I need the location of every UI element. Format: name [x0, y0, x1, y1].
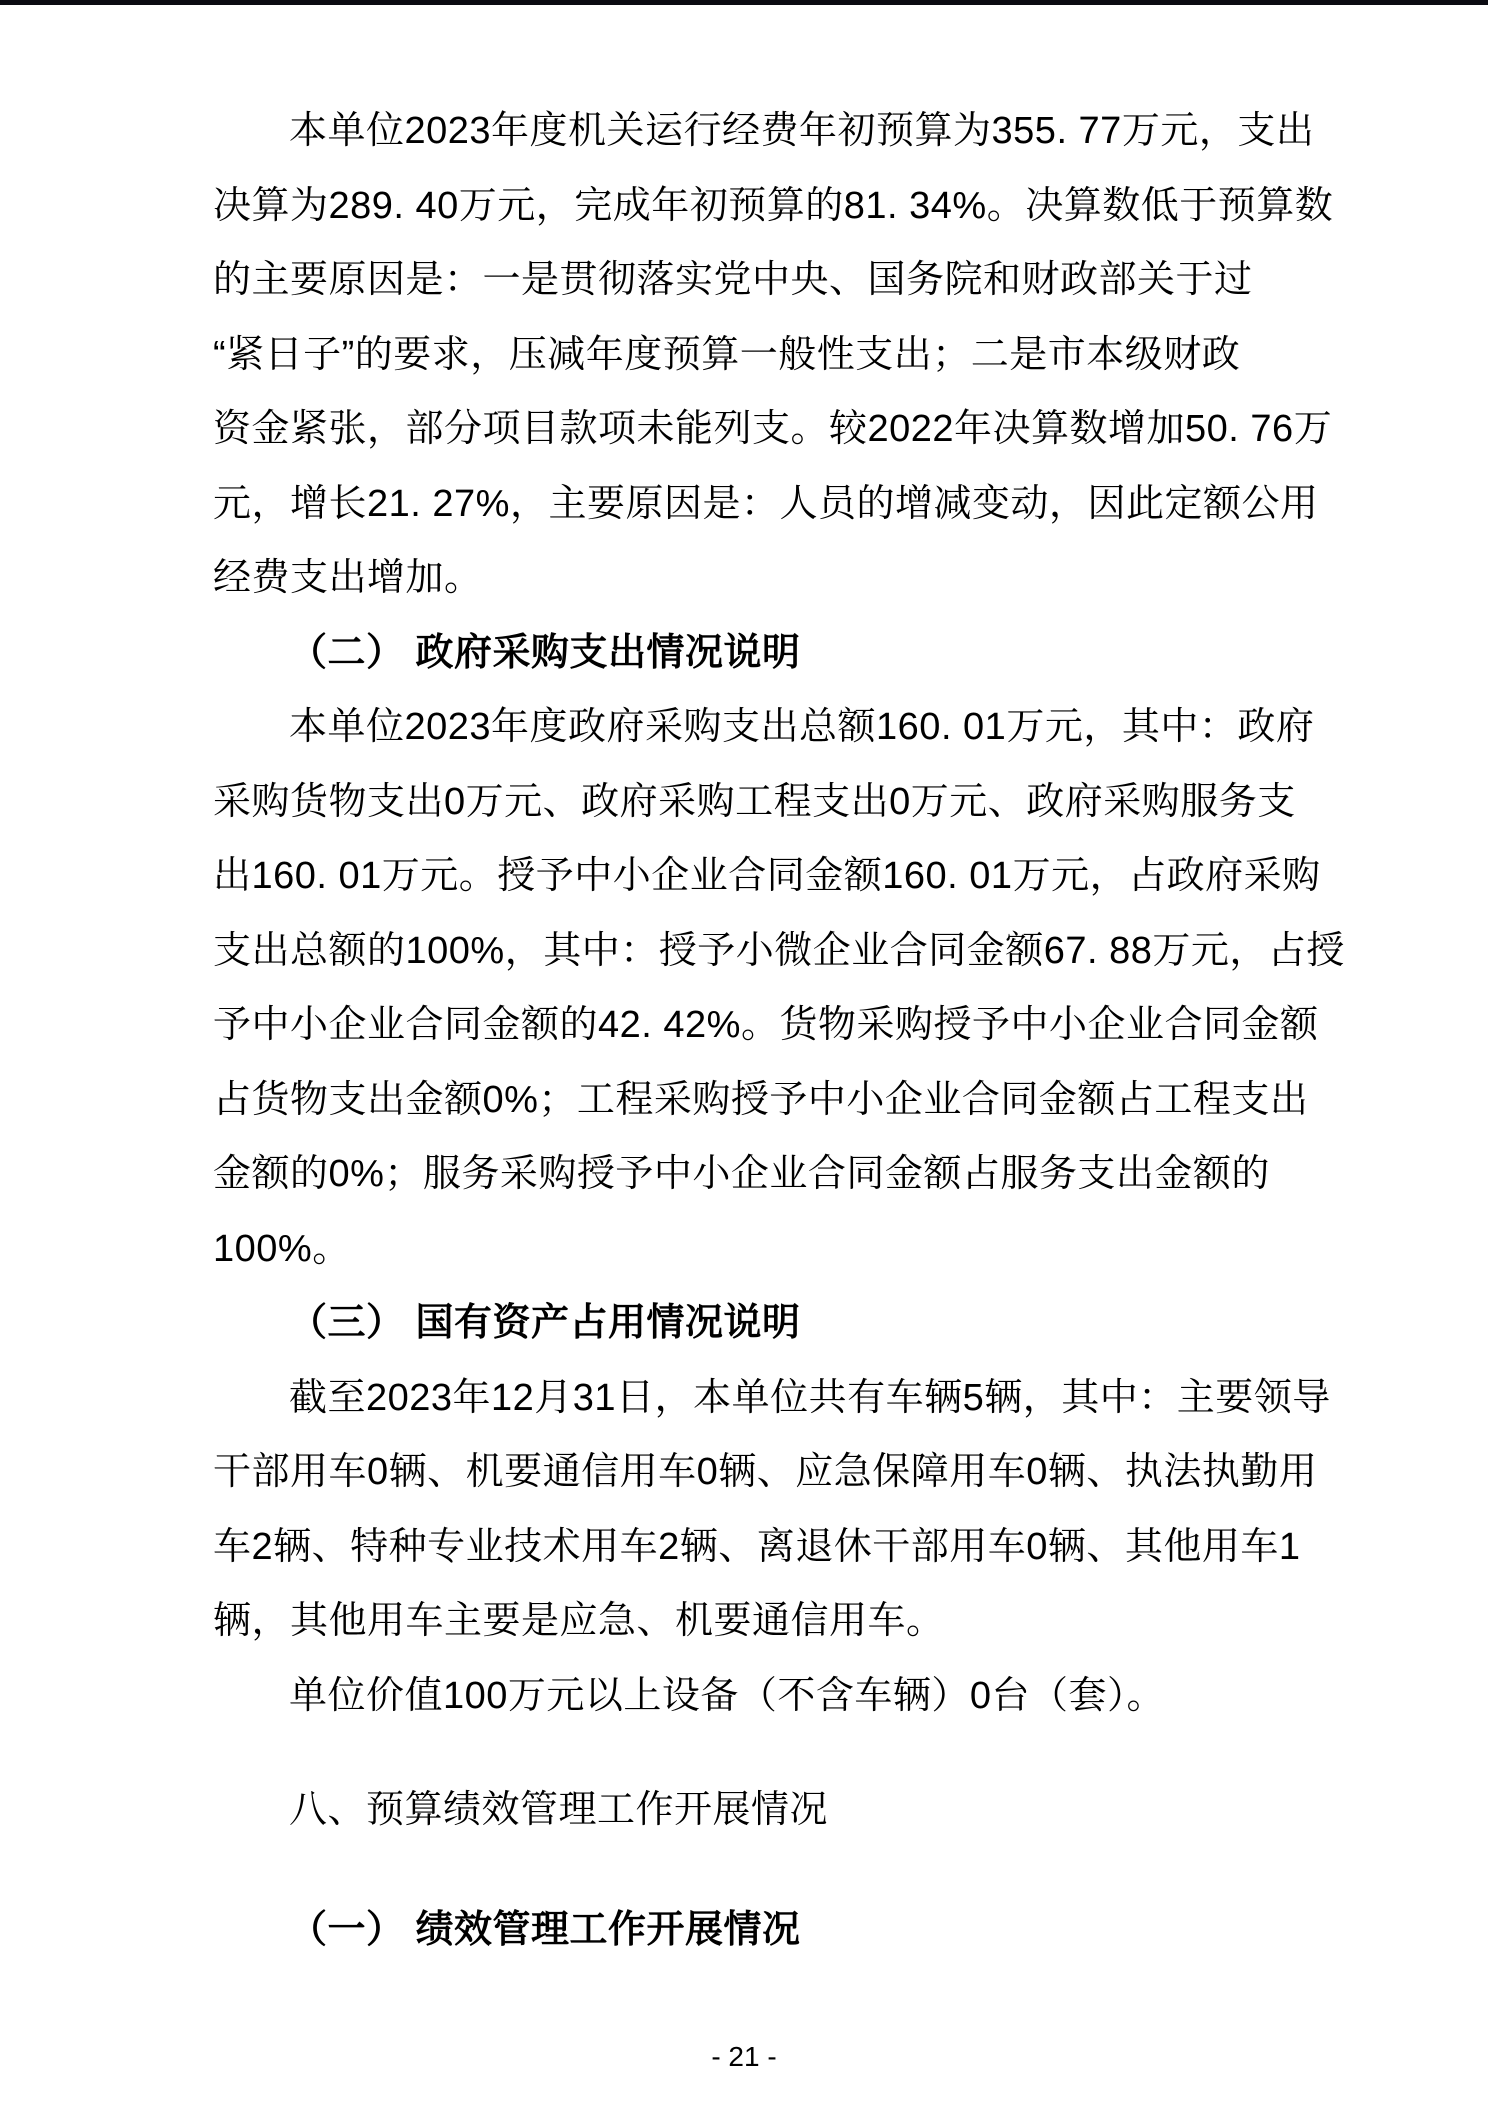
- body-line: “紧日子”的要求，压减年度预算一般性支出；二是市本级财政: [213, 333, 1241, 376]
- body-line: 出160. 01万元。授予中小企业合同金额160. 01万元，占政府采购: [213, 855, 1321, 897]
- body-line: 本单位2023年度机关运行经费年初预算为355. 77万元，支出: [289, 110, 1315, 152]
- document-body: [213, 94, 1345, 1967]
- section-heading-procurement: （二） 政府采购支出情况说明: [289, 631, 801, 674]
- body-line: 辆，其他用车主要是应急、机要通信用车。: [213, 1600, 945, 1642]
- page-number: - 21 -: [711, 2041, 777, 2072]
- body-line: 干部用车0辆、机要通信用车0辆、应急保障用车0辆、执法执勤用: [213, 1451, 1318, 1493]
- body-line: 本单位2023年度政府采购支出总额160. 01万元，其中：政府: [289, 706, 1315, 748]
- body-line: 资金紧张，部分项目款项未能列支。较2022年决算数增加50. 76万: [213, 408, 1333, 450]
- body-line: 元，增长21. 27%，主要原因是：人员的增减变动，因此定额公用: [213, 482, 1319, 525]
- body-line: 的主要原因是：一是贯彻落实党中央、国务院和财政部关于过: [213, 259, 1253, 301]
- body-line: 100%。: [213, 1227, 351, 1270]
- body-line: 支出总额的100%，其中：授予小微企业合同金额67. 88万元，占授: [213, 929, 1345, 972]
- body-line: 予中小企业合同金额的42. 42%。货物采购授予中小企业合同金额: [213, 1004, 1319, 1046]
- body-line: 金额的0%；服务采购授予中小企业合同金额占服务支出金额的: [213, 1153, 1270, 1195]
- section-heading-performance: （一） 绩效管理工作开展情况: [289, 1908, 801, 1951]
- page-top-rule: [0, 0, 1488, 5]
- body-line: 占货物支出金额0%；工程采购授予中小企业合同金额占工程支出: [213, 1078, 1309, 1121]
- body-line: 截至2023年12月31日，本单位共有车辆5辆，其中：主要领导: [289, 1376, 1331, 1419]
- body-line: 经费支出增加。: [213, 557, 483, 599]
- body-line: 决算为289. 40万元，完成年初预算的81. 34%。决算数低于预算数: [213, 184, 1334, 227]
- section-heading-state-assets: （三） 国有资产占用情况说明: [289, 1302, 801, 1344]
- body-line: 采购货物支出0万元、政府采购工程支出0万元、政府采购服务支: [213, 780, 1296, 823]
- section-heading-chapter8: 八、预算绩效管理工作开展情况: [289, 1789, 829, 1831]
- body-line: 车2辆、特种专业技术用车2辆、离退休干部用车0辆、其他用车1: [213, 1525, 1301, 1568]
- body-line: 单位价值100万元以上设备（不含车辆）0台（套）。: [289, 1674, 1166, 1717]
